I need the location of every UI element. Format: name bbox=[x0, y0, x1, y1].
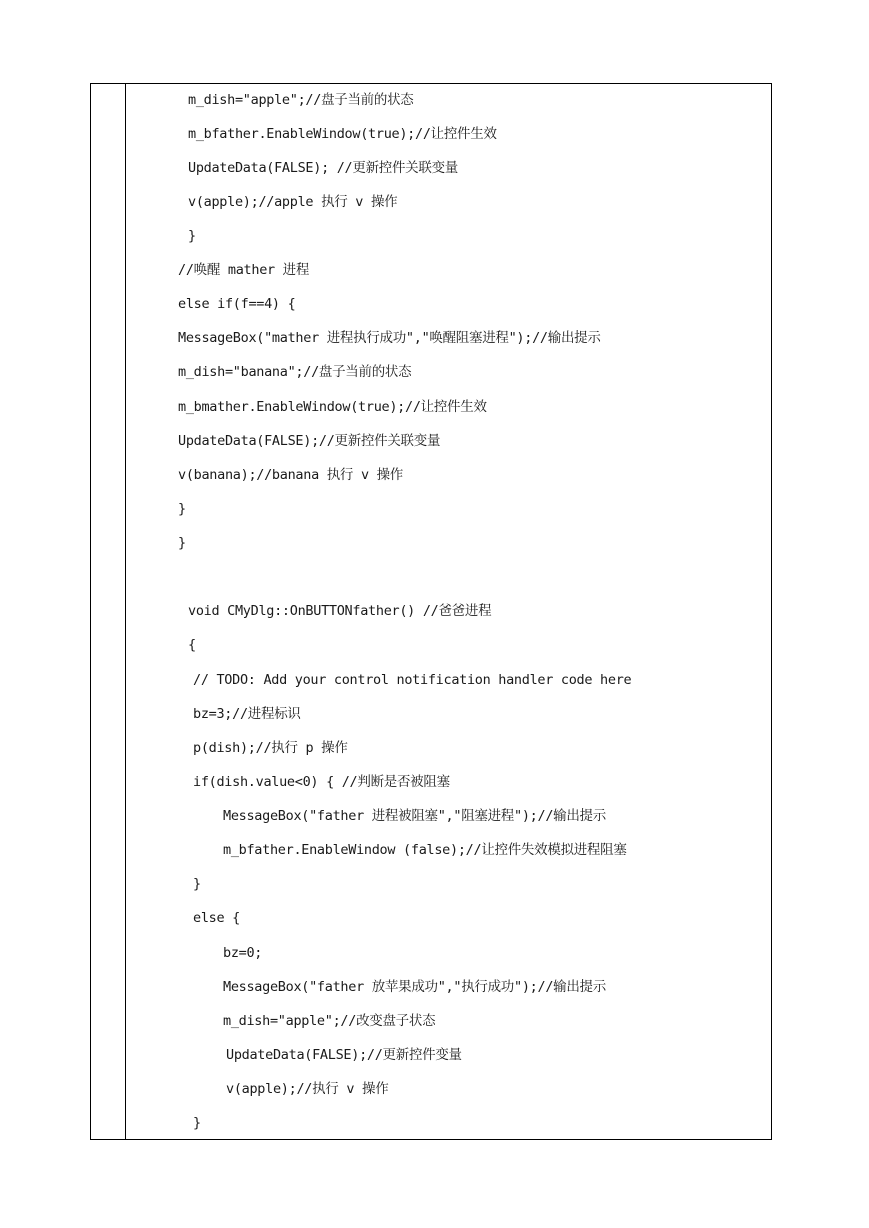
code-line-5: } bbox=[188, 228, 196, 244]
code-line-2: m_bfather.EnableWindow(true);//让控件生效 bbox=[188, 126, 497, 142]
code-line-3: UpdateData(FALSE); //更新控件关联变量 bbox=[188, 160, 458, 176]
code-line-8: MessageBox("mather 进程执行成功","唤醒阻塞进程");//输出提示 bbox=[178, 330, 601, 346]
code-line-19: p(dish);//执行 p 操作 bbox=[193, 740, 348, 756]
code-line-20: if(dish.value<0) { //判断是否被阻塞 bbox=[193, 774, 450, 790]
table-column-divider bbox=[125, 84, 126, 1139]
code-line-25: bz=0; bbox=[223, 945, 263, 961]
code-line-22: m_bfather.EnableWindow (false);//让控件失效模拟进程阻塞 bbox=[223, 842, 627, 858]
code-line-11: UpdateData(FALSE);//更新控件关联变量 bbox=[178, 433, 441, 449]
code-line-26: MessageBox("father 放苹果成功","执行成功");//输出提示 bbox=[223, 979, 606, 995]
code-line-7: else if(f==4) { bbox=[178, 296, 296, 312]
code-line-17: // TODO: Add your control notification handler code here bbox=[193, 672, 632, 688]
code-line-14: } bbox=[178, 535, 186, 551]
code-line-30: } bbox=[193, 1115, 201, 1131]
code-line-16: { bbox=[188, 637, 196, 653]
code-line-29: v(apple);//执行 v 操作 bbox=[226, 1081, 389, 1097]
code-line-15: void CMyDlg::OnBUTTONfather() //爸爸进程 bbox=[188, 603, 492, 619]
code-line-21: MessageBox("father 进程被阻塞","阻塞进程");//输出提示 bbox=[223, 808, 606, 824]
code-line-6: //唤醒 mather 进程 bbox=[178, 262, 310, 278]
code-line-23: } bbox=[193, 876, 201, 892]
code-line-4: v(apple);//apple 执行 v 操作 bbox=[188, 194, 398, 210]
code-line-24: else { bbox=[193, 910, 240, 926]
code-line-12: v(banana);//banana 执行 v 操作 bbox=[178, 467, 404, 483]
code-line-28: UpdateData(FALSE);//更新控件变量 bbox=[226, 1047, 462, 1063]
code-line-1: m_dish="apple";//盘子当前的状态 bbox=[188, 92, 414, 108]
code-line-18: bz=3;//进程标识 bbox=[193, 706, 301, 722]
code-line-27: m_dish="apple";//改变盘子状态 bbox=[223, 1013, 436, 1029]
code-line-10: m_bmather.EnableWindow(true);//让控件生效 bbox=[178, 399, 487, 415]
code-line-9: m_dish="banana";//盘子当前的状态 bbox=[178, 364, 412, 380]
code-line-13: } bbox=[178, 501, 186, 517]
